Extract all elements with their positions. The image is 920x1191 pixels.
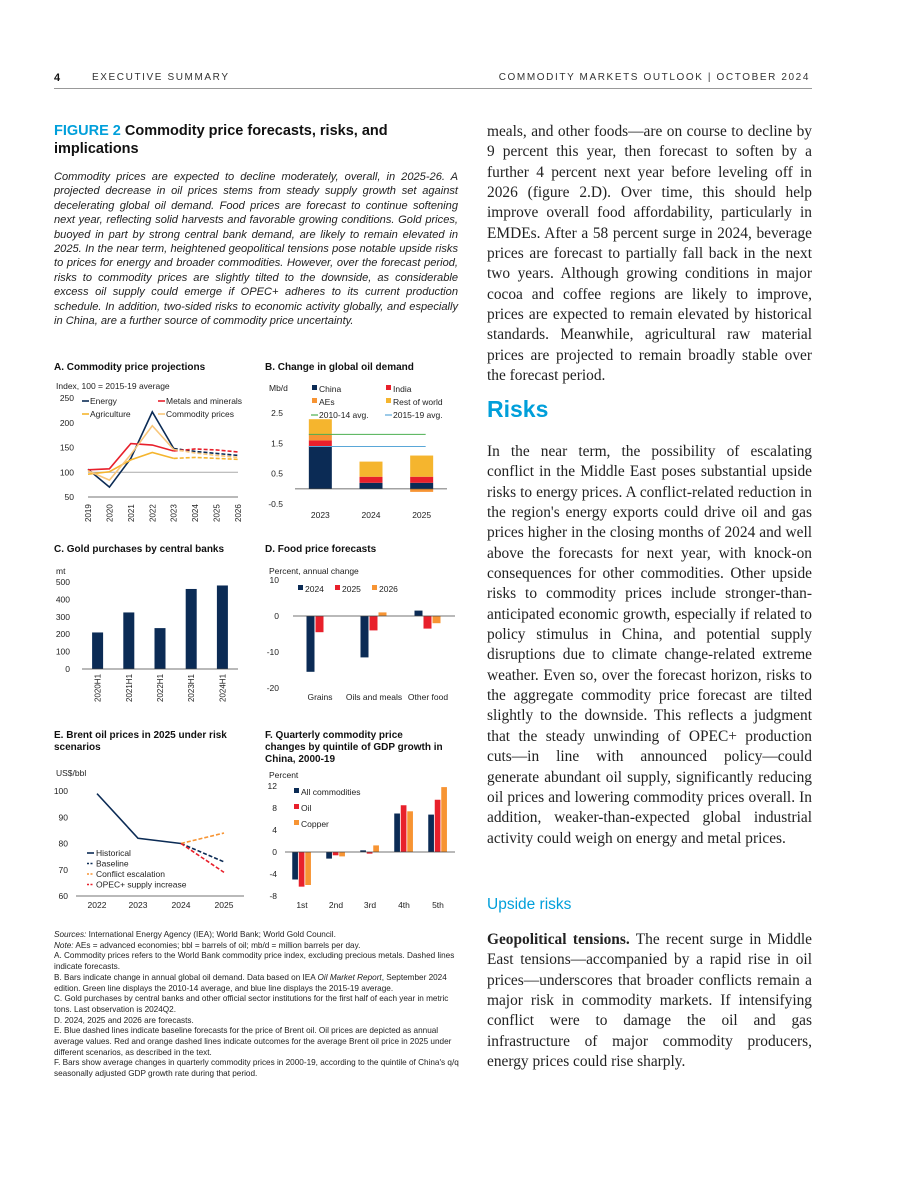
c-ytick-3: 300 <box>55 611 70 622</box>
panel-d-title: D. Food price forecasts <box>265 544 377 555</box>
e-legend-label-1: Baseline <box>96 858 129 869</box>
panel-e-title: E. Brent oil prices in 2025 under risk scenarios <box>54 730 227 753</box>
f-bar-1-1 <box>333 852 339 855</box>
c-bar-3 <box>186 589 197 669</box>
body-column-top <box>487 122 812 386</box>
c-bar-1 <box>123 612 134 669</box>
panel-e <box>54 728 254 918</box>
chart-c <box>54 542 254 722</box>
e-ytick-4: 100 <box>54 786 68 796</box>
d-bar-2-1 <box>424 616 432 629</box>
d-bar-0-1 <box>316 616 324 632</box>
d-bar-1-2 <box>379 612 387 616</box>
e-legend-label-0: Historical <box>96 848 131 858</box>
b-bar-0-0 <box>309 446 332 488</box>
a-ytick-1: 100 <box>59 467 74 478</box>
body-paragraph-2: In the near term, the possibility of escalating conflict in the Middle East poses substantial upside risks to energy prices. A conflict-related reduction in the region's energy exports could drive oil and gas prices higher in the closing months of 2024 and well above the forecasts for next year, with knock-on consequences for other commodities. Other upside risks to commodity prices include stronger-than-anticipated economic growth, especially if related to policy stimulus in China, and potential supply disruptions due to climate change-related extreme weather. Even so, over the forecast horizon, risks to the aggregate commodity price forecast are tilted slightly to the downside. This reflects a judgment that the steady unwinding of OPEC+ production cuts—in line with announced policy—could generate abundant oil supply, significantly reducing oil prices and lowering commodity prices overall. In addition, weaker-than-expected global industrial activity could weigh on energy and metal prices. <box>487 443 812 847</box>
sources-text: International Energy Agency (IEA); World Bank; World Gold Council. <box>86 930 336 939</box>
e-ytick-1: 70 <box>58 864 68 875</box>
f-xtick-1: 2nd <box>328 900 344 910</box>
b-ytick-3: 2.5 <box>271 408 283 419</box>
f-bar-2-2 <box>373 845 379 852</box>
b-legend-label-1: India <box>393 384 412 394</box>
e-ytick-2: 80 <box>58 838 68 849</box>
b-xtick-2: 2025 <box>412 510 432 520</box>
figure-intro: Commodity prices are expected to decline moderately, overall, in 2025-26. A projected decrease in oil prices stems from steady supply growth set against decelerating global oil demand. Food prices are forecast to continue softening next year, reflecting solid harvests and favorable growing conditions. Gold prices, buoyed in part by strong central bank demand, are likely to remain elevated in 2025. In the near term, heightened geopolitical tensions pose notable upside risks to prices for energy and broader commodities. However, over the forecast period, risks to commodity prices are slightly tilted to the downside, as considerable excess oil supply could emerge if OPEC+ adheres to its current production schedule. In addition, two-sided risks to economic activity globally, and especially in China, are a further source of commodity price uncertainty. <box>54 171 458 328</box>
b-legend-swatch-0 <box>312 385 317 390</box>
note-d: D. 2024, 2025 and 2026 are forecasts. <box>54 1015 194 1025</box>
e-series-0-line <box>97 794 181 844</box>
b-ytick-1: 0.5 <box>271 468 283 479</box>
c-xtick-1: 2021H1 <box>124 673 134 702</box>
f-legend-swatch-1 <box>294 804 299 809</box>
c-ytick-4: 400 <box>55 594 70 605</box>
panel-d <box>265 542 460 722</box>
note-e: E. Blue dashed lines indicate baseline forecasts for the price of Brent oil. Oil prices are depicted as annual average values. Red and orange dashed lines indicate outcomes for the average Brent oil price in 2025 under different scenarios, as described in the text. <box>54 1026 452 1057</box>
a-series-2-forecast <box>174 457 238 459</box>
section-title: EXECUTIVE SUMMARY <box>92 72 230 83</box>
note-a: A. Commodity prices refers to the World Bank commodity price index, excluding precious metals. Dashed lines indicate forecasts. <box>54 951 455 972</box>
body-paragraph-1: meals, and other foods—are on course to decline by 9 percent this year, then forecast to soften by a further 4 percent next year before leveling off in 2026 (figure 2.D). Over time, this should help improve overall food affordability, particularly in EMDEs. After a 58 percent surge in 2024, beverage prices are forecast to partially fall back in the next two years. Although growing conditions in major cocoa and coffee regions are likely to improve, prices are expected to remain elevated by historical standards. Meanwhile, agricultural raw material prices are projected to remain broadly stable over the forecast period. <box>487 123 812 385</box>
f-legend-label-2: Copper <box>301 819 329 829</box>
c-bar-0 <box>92 632 103 669</box>
d-ytick-1: -10 <box>266 647 279 657</box>
c-ytick-2: 200 <box>55 629 70 640</box>
c-ytick-5: 500 <box>55 577 70 587</box>
a-xtick-0: 2019 <box>84 504 93 522</box>
f-xtick-4: 5th <box>432 900 444 910</box>
e-series-3-line <box>181 844 224 873</box>
e-ylabel: US$/bbl <box>56 768 87 778</box>
heading-risks: Risks <box>487 396 549 422</box>
d-ylabel: Percent, annual change <box>269 566 359 576</box>
d-legend-label-2: 2026 <box>379 584 398 594</box>
figure-title-text: Commodity price forecasts, risks, and implications <box>54 123 388 157</box>
figure-title <box>54 122 474 158</box>
b-ytick-2: 1.5 <box>271 438 283 449</box>
f-legend-swatch-2 <box>294 820 299 825</box>
page-number: 4 <box>54 72 61 84</box>
f-xtick-0: 1st <box>296 900 308 910</box>
body-column-mid <box>487 442 812 849</box>
a-xtick-2: 2021 <box>126 504 136 522</box>
a-legend-label-3: Commodity prices <box>166 409 235 419</box>
figure-label: FIGURE 2 <box>54 123 121 139</box>
d-ytick-0: -20 <box>266 683 279 693</box>
f-bar-0-2 <box>305 852 311 885</box>
d-legend-swatch-2 <box>372 585 377 590</box>
e-ytick-3: 90 <box>58 812 68 823</box>
note-f: F. Bars show average changes in quarterly commodity prices in 2000-19, according to the quintile of China's q/q seasonally adjusted GDP growth rate during that period. <box>54 1058 459 1079</box>
b-bar-2-3 <box>410 456 433 477</box>
paragraph-3-text: The recent surge in Middle East tensions—accompanied by a rapid rise in oil prices—underscores that broader conflicts remain a major risk in commodity markets. If intensifying conflict were to damage the oil and gas infrastructure of major commodity producers, energy prices could rise sharply. <box>487 931 812 1071</box>
a-ytick-4: 250 <box>59 393 74 403</box>
d-legend-swatch-0 <box>298 585 303 590</box>
b-bar-0-1 <box>309 440 332 446</box>
panel-a <box>54 360 254 530</box>
a-xtick-6: 2025 <box>212 504 222 522</box>
note-c: C. Gold purchases by central banks and other official sector institutions for the first half of each year in metric tons. Last observation is 2024Q2. <box>54 994 449 1014</box>
a-series-2-line <box>88 452 174 474</box>
sources-label: Sources: <box>54 930 87 939</box>
note-text: AEs = advanced economies; bbl = barrels of oil; mb/d = million barrels per day. <box>73 940 361 950</box>
f-bar-0-1 <box>299 852 305 887</box>
a-xtick-4: 2023 <box>169 504 179 522</box>
a-xtick-3: 2022 <box>148 504 158 522</box>
body-paragraph-3 <box>487 930 812 1072</box>
f-bar-3-0 <box>394 814 400 853</box>
d-bar-2-0 <box>415 611 423 616</box>
note-b-post: , September 2024 edition. Green line displays the 2010-14 average, and blue line displays the 2015-19 average. <box>54 972 447 993</box>
d-bar-1-0 <box>361 616 369 657</box>
d-xtick-1: Oils and meals <box>345 692 403 702</box>
f-ytick-3: 4 <box>272 825 277 835</box>
f-legend-label-0: All commodities <box>301 787 361 797</box>
b-legend-swatch-1 <box>386 385 391 390</box>
f-xtick-2: 3rd <box>363 900 377 910</box>
f-ytick-2: 0 <box>272 847 277 857</box>
a-legend-label-2: Agriculture <box>90 409 131 419</box>
c-bar-4 <box>217 585 228 669</box>
panel-b <box>265 360 460 530</box>
note-b-pre: B. Bars indicate change in annual global oil demand. Data based on IEA <box>54 972 318 982</box>
c-xtick-0: 2020H1 <box>93 673 103 702</box>
figure-notes <box>54 930 460 1080</box>
b-ylabel: Mb/d <box>269 383 288 393</box>
f-legend-swatch-0 <box>294 788 299 793</box>
d-ytick-2: 0 <box>274 611 279 621</box>
body-column-bottom <box>487 930 812 1072</box>
e-series-1-line <box>181 844 224 862</box>
c-bar-2 <box>155 628 166 669</box>
f-bar-4-2 <box>441 787 447 852</box>
d-xtick-0: Grains <box>307 692 333 702</box>
f-ytick-1: -4 <box>269 869 277 879</box>
b-legend-label-0: China <box>319 384 342 394</box>
e-xtick-0: 2022 <box>87 900 107 910</box>
d-bar-1-1 <box>370 616 378 630</box>
a-xtick-1: 2020 <box>105 504 115 522</box>
chart-a <box>54 360 254 530</box>
b-bar-1-3 <box>360 462 383 477</box>
d-xtick-2: Other food <box>407 692 449 702</box>
b-xtick-1: 2024 <box>361 510 381 520</box>
c-ytick-1: 100 <box>55 646 70 657</box>
panel-f-title: F. Quarterly commodity price changes by quintile of GDP growth in China, 2000-19 <box>265 730 443 765</box>
chart-f <box>265 728 460 918</box>
b-ytick-0: -0.5 <box>268 499 283 509</box>
a-ylabel: Index, 100 = 2015-19 average <box>56 381 170 391</box>
a-legend-label-0: Energy <box>90 396 117 406</box>
a-legend-label-1: Metals and minerals <box>166 396 243 406</box>
a-ytick-2: 150 <box>59 442 74 453</box>
sources-line <box>54 930 460 941</box>
b-legend-swatch-3 <box>386 398 391 403</box>
b-legend-swatch-2 <box>312 398 317 403</box>
e-series-2-line <box>181 833 224 844</box>
b-bar-2-1 <box>410 477 433 483</box>
header-rule <box>54 88 812 89</box>
note-label: Note: <box>54 940 74 950</box>
d-bar-2-2 <box>433 616 441 623</box>
f-bar-3-1 <box>401 805 407 852</box>
f-ytick-0: -8 <box>269 891 277 901</box>
f-bar-4-1 <box>435 800 441 852</box>
f-xtick-3: 4th <box>398 900 410 910</box>
panel-a-title: A. Commodity price projections <box>54 362 206 373</box>
e-xtick-2: 2024 <box>171 900 191 910</box>
f-ytick-4: 8 <box>272 803 277 813</box>
note-b <box>54 973 460 994</box>
b-legend-reflabel-1: 2015-19 avg. <box>393 410 443 420</box>
panel-f <box>265 728 460 918</box>
d-legend-label-1: 2025 <box>342 584 361 594</box>
f-legend-label-1: Oil <box>301 803 312 813</box>
e-ytick-0: 60 <box>58 891 68 901</box>
note-line <box>54 941 460 952</box>
d-legend-swatch-1 <box>335 585 340 590</box>
b-bar-2-2 <box>410 489 433 492</box>
panel-b-title: B. Change in global oil demand <box>265 362 414 373</box>
f-bar-1-2 <box>339 852 345 856</box>
b-legend-label-2: AEs <box>319 397 335 407</box>
c-xtick-3: 2023H1 <box>187 673 197 702</box>
d-legend-label-0: 2024 <box>305 584 324 594</box>
heading-upside-risks: Upside risks <box>487 896 572 913</box>
f-bar-1-0 <box>326 852 332 859</box>
chart-b <box>265 360 460 530</box>
f-bar-4-0 <box>428 815 434 852</box>
f-ytick-5: 12 <box>267 781 277 791</box>
publication-title: COMMODITY MARKETS OUTLOOK | OCTOBER 2024 <box>498 72 810 83</box>
c-ylabel: mt <box>56 566 66 576</box>
b-xtick-0: 2023 <box>310 510 330 520</box>
b-bar-0-3 <box>309 419 332 434</box>
f-ylabel: Percent <box>269 770 299 780</box>
chart-e <box>54 728 254 918</box>
panel-c <box>54 542 254 722</box>
paragraph-lead: Geopolitical tensions. <box>487 931 630 948</box>
e-xtick-3: 2025 <box>214 900 234 910</box>
c-ytick-0: 0 <box>65 664 70 674</box>
b-bar-1-1 <box>360 477 383 483</box>
d-ytick-3: 10 <box>269 575 279 585</box>
a-ytick-3: 200 <box>59 417 74 428</box>
b-bar-1-0 <box>360 483 383 489</box>
b-bar-0-2 <box>309 434 332 440</box>
panel-c-title: C. Gold purchases by central banks <box>54 544 225 555</box>
b-legend-reflabel-0: 2010-14 avg. <box>319 410 369 420</box>
note-b-italic: Oil Market Report <box>317 972 382 982</box>
b-bar-2-0 <box>410 483 433 489</box>
f-bar-3-2 <box>407 811 413 852</box>
f-bar-0-0 <box>292 852 298 880</box>
c-xtick-4: 2024H1 <box>218 673 228 702</box>
e-legend-label-3: OPEC+ supply increase <box>96 879 187 890</box>
a-xtick-7: 2026 <box>234 504 243 522</box>
chart-d <box>265 542 460 722</box>
e-legend-label-2: Conflict escalation <box>96 869 165 879</box>
e-xtick-1: 2023 <box>128 900 148 910</box>
a-ytick-0: 50 <box>64 492 74 502</box>
a-xtick-5: 2024 <box>191 504 201 522</box>
c-xtick-2: 2022H1 <box>156 673 165 702</box>
d-bar-0-0 <box>307 616 315 672</box>
b-legend-label-3: Rest of world <box>393 397 443 407</box>
